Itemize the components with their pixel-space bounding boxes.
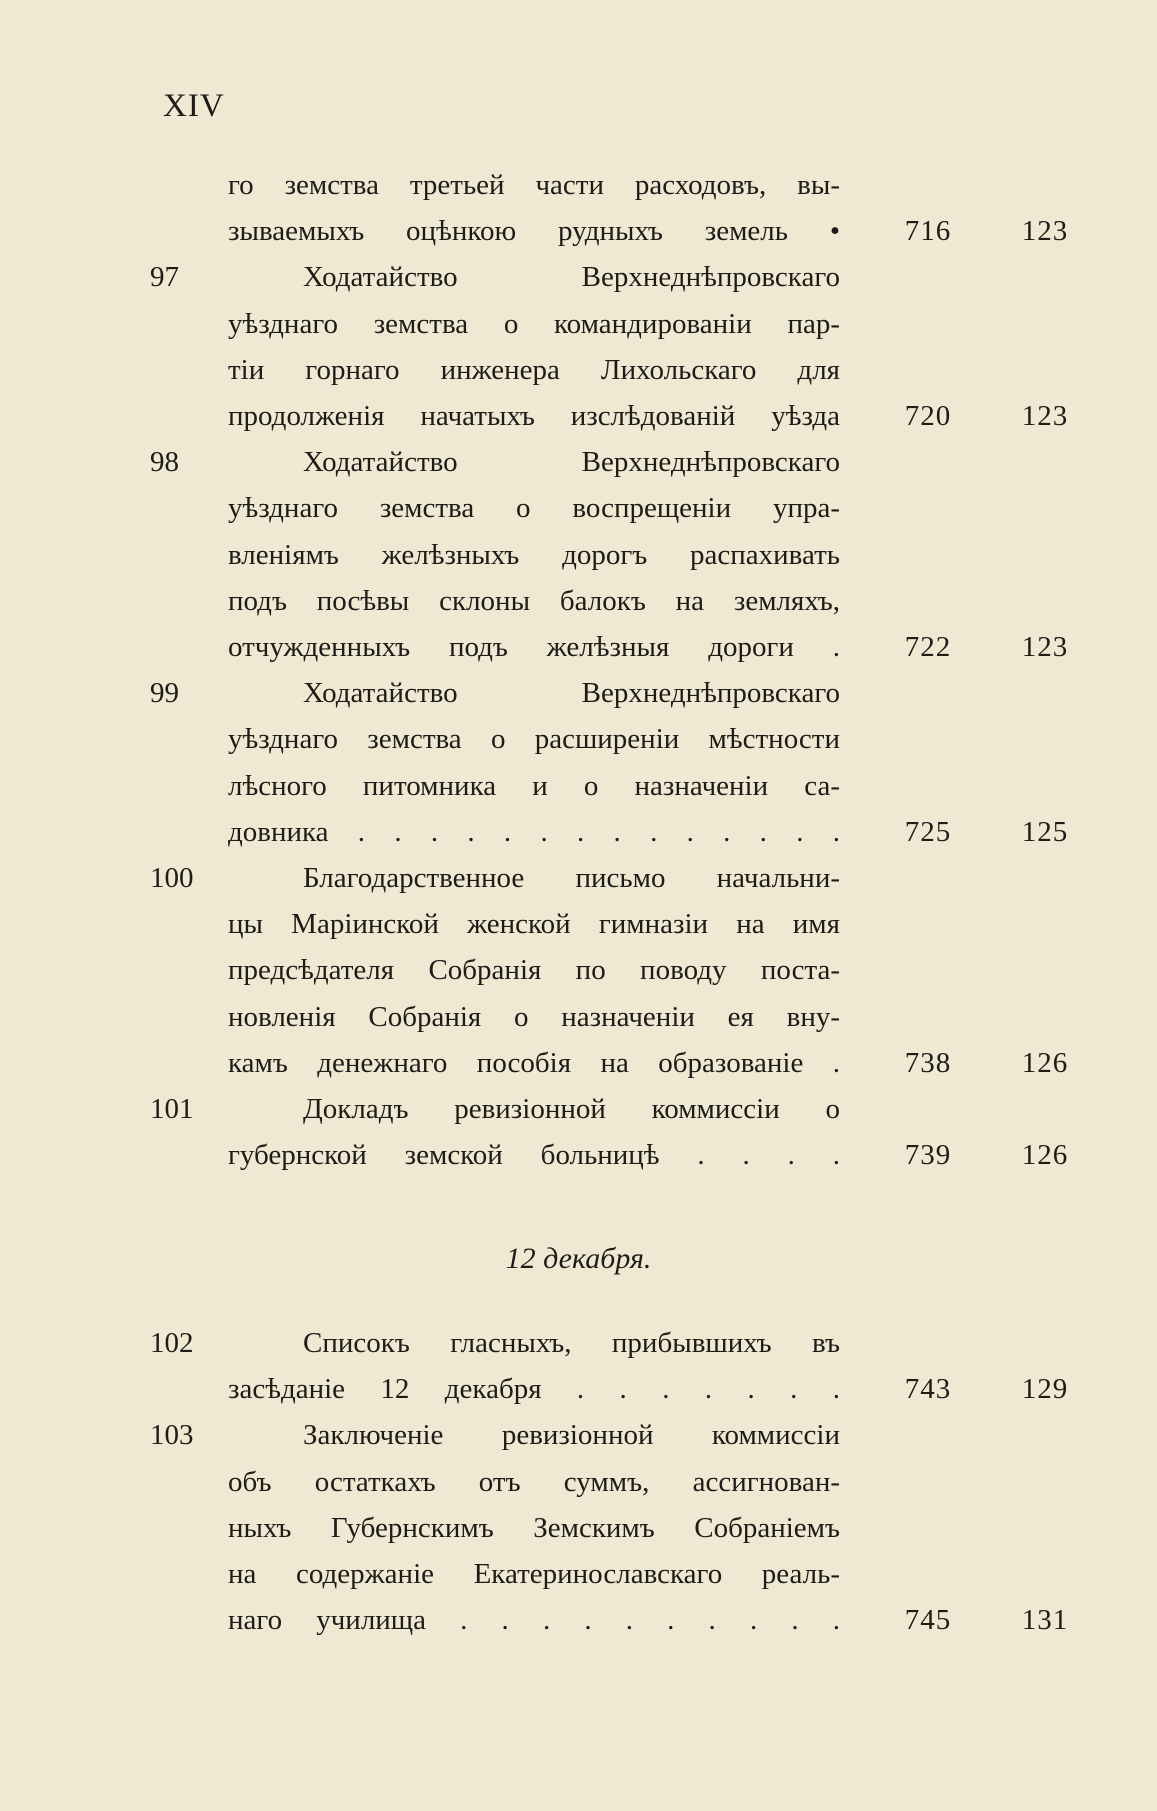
entry-text: губернской земской больницѣ . . . . (228, 1139, 840, 1172)
entry-text: Докладъ ревизіонной коммиссіи о (303, 1093, 840, 1125)
toc-line (0, 1320, 1157, 1366)
toc-line (0, 162, 1157, 208)
entry-text: камъ денежнаго пособія на образованіе . (228, 1046, 840, 1079)
toc-line (0, 578, 1157, 624)
toc-line (0, 855, 1157, 901)
toc-line (0, 1597, 1157, 1643)
entry-text: го земства третьей части расходовъ, вы- (228, 169, 840, 201)
toc-line (0, 1505, 1157, 1551)
toc-line (0, 1412, 1157, 1458)
page-ref-secondary: 123 (1021, 400, 1069, 432)
page-ref-primary: 745 (904, 1604, 952, 1637)
toc-line (0, 670, 1157, 716)
page-ref-primary: 725 (904, 815, 952, 848)
toc-line (0, 1086, 1157, 1132)
entry-text: зываемыхъ оцѣнкою рудныхъ земель • (228, 215, 840, 248)
entry-text: объ остаткахъ отъ суммъ, ассигнован- (228, 1465, 840, 1498)
toc-line (0, 947, 1157, 993)
entry-text: цы Маріинской женской гимназіи на имя (228, 908, 840, 941)
entry-text: новленія Собранія о назначеніи ея вну- (228, 1000, 840, 1033)
entry-text: Заключеніе ревизіонной коммиссіи (303, 1419, 840, 1452)
entry-number: 102 (150, 1327, 194, 1359)
toc-line (0, 994, 1157, 1040)
entry-text: продолженія начатыхъ изслѣдованій уѣзда (228, 400, 840, 432)
entry-text: тіи горнаго инженера Лихольскаго для (228, 353, 840, 386)
entry-text: вленіямъ желѣзныхъ дорогъ распахивать (228, 538, 840, 571)
entry-number: 99 (150, 677, 179, 710)
entry-text: довника . . . . . . . . . . . . . . (228, 815, 840, 848)
toc-line (0, 208, 1157, 254)
toc-line (0, 439, 1157, 485)
entry-text: засѣданіе 12 декабря . . . . . . . (228, 1373, 840, 1406)
toc-line (0, 347, 1157, 393)
toc-line (0, 1366, 1157, 1412)
entry-text: уѣзднаго земства о командированіи пар- (228, 307, 840, 340)
entry-number: 103 (150, 1419, 194, 1452)
page-ref-secondary: 125 (1021, 815, 1069, 848)
entry-text: Ходатайство Верхнеднѣпровскаго (303, 261, 840, 294)
toc-line (0, 901, 1157, 947)
toc-line (0, 1040, 1157, 1086)
entry-text: Списокъ гласныхъ, прибывшихъ въ (303, 1327, 840, 1359)
entry-text: отчужденныхъ подъ желѣзныя дороги . (228, 631, 840, 663)
entry-number: 98 (150, 446, 179, 479)
entry-text: лѣсного питомника и о назначеніи са- (228, 769, 840, 802)
page-ref-primary: 739 (904, 1139, 952, 1172)
toc-line (0, 1132, 1157, 1178)
toc-line (0, 393, 1157, 439)
entry-text: уѣзднаго земства о воспрещеніи упра- (228, 492, 840, 525)
entry-text: ныхъ Губернскимъ Земскимъ Собраніемъ (228, 1511, 840, 1544)
page-ref-secondary: 126 (1021, 1046, 1069, 1079)
page-ref-secondary: 123 (1021, 215, 1069, 248)
toc-line (0, 532, 1157, 578)
entry-number: 101 (150, 1093, 194, 1125)
page-number: XIV (163, 88, 225, 124)
entry-text: на содержаніе Екатеринославскаго реаль- (228, 1558, 840, 1590)
entry-text: предсѣдателя Собранія по поводу поста- (228, 954, 840, 987)
toc-line (0, 1551, 1157, 1597)
entry-text: Ходатайство Верхнеднѣпровскаго (303, 446, 840, 479)
toc-line (0, 254, 1157, 300)
page-ref-primary: 722 (904, 631, 952, 663)
page-ref-secondary: 123 (1021, 631, 1069, 663)
page-ref-primary: 720 (904, 400, 952, 432)
page-ref-primary: 738 (904, 1046, 952, 1079)
page-ref-primary: 716 (904, 215, 952, 248)
page-ref-secondary: 129 (1021, 1373, 1069, 1406)
entry-text: Благодарственное письмо начальни- (303, 862, 840, 894)
entry-text: Ходатайство Верхнеднѣпровскаго (303, 677, 840, 710)
toc-line (0, 1459, 1157, 1505)
entry-text: подъ посѣвы склоны балокъ на земляхъ, (228, 584, 840, 617)
page-ref-secondary: 126 (1021, 1139, 1069, 1172)
toc-line (0, 301, 1157, 347)
date-heading: 12 декабря. (505, 1242, 652, 1275)
entry-text: уѣзднаго земства о расширеніи мѣстности (228, 723, 840, 756)
page-ref-primary: 743 (904, 1373, 952, 1406)
entry-text: наго училища . . . . . . . . . . (228, 1604, 840, 1637)
toc-line (0, 624, 1157, 670)
entry-number: 100 (150, 862, 194, 894)
toc-line (0, 716, 1157, 762)
toc-line (0, 485, 1157, 531)
entry-number: 97 (150, 261, 179, 294)
toc-line (0, 809, 1157, 855)
toc-line (0, 763, 1157, 809)
page-ref-secondary: 131 (1021, 1604, 1069, 1637)
